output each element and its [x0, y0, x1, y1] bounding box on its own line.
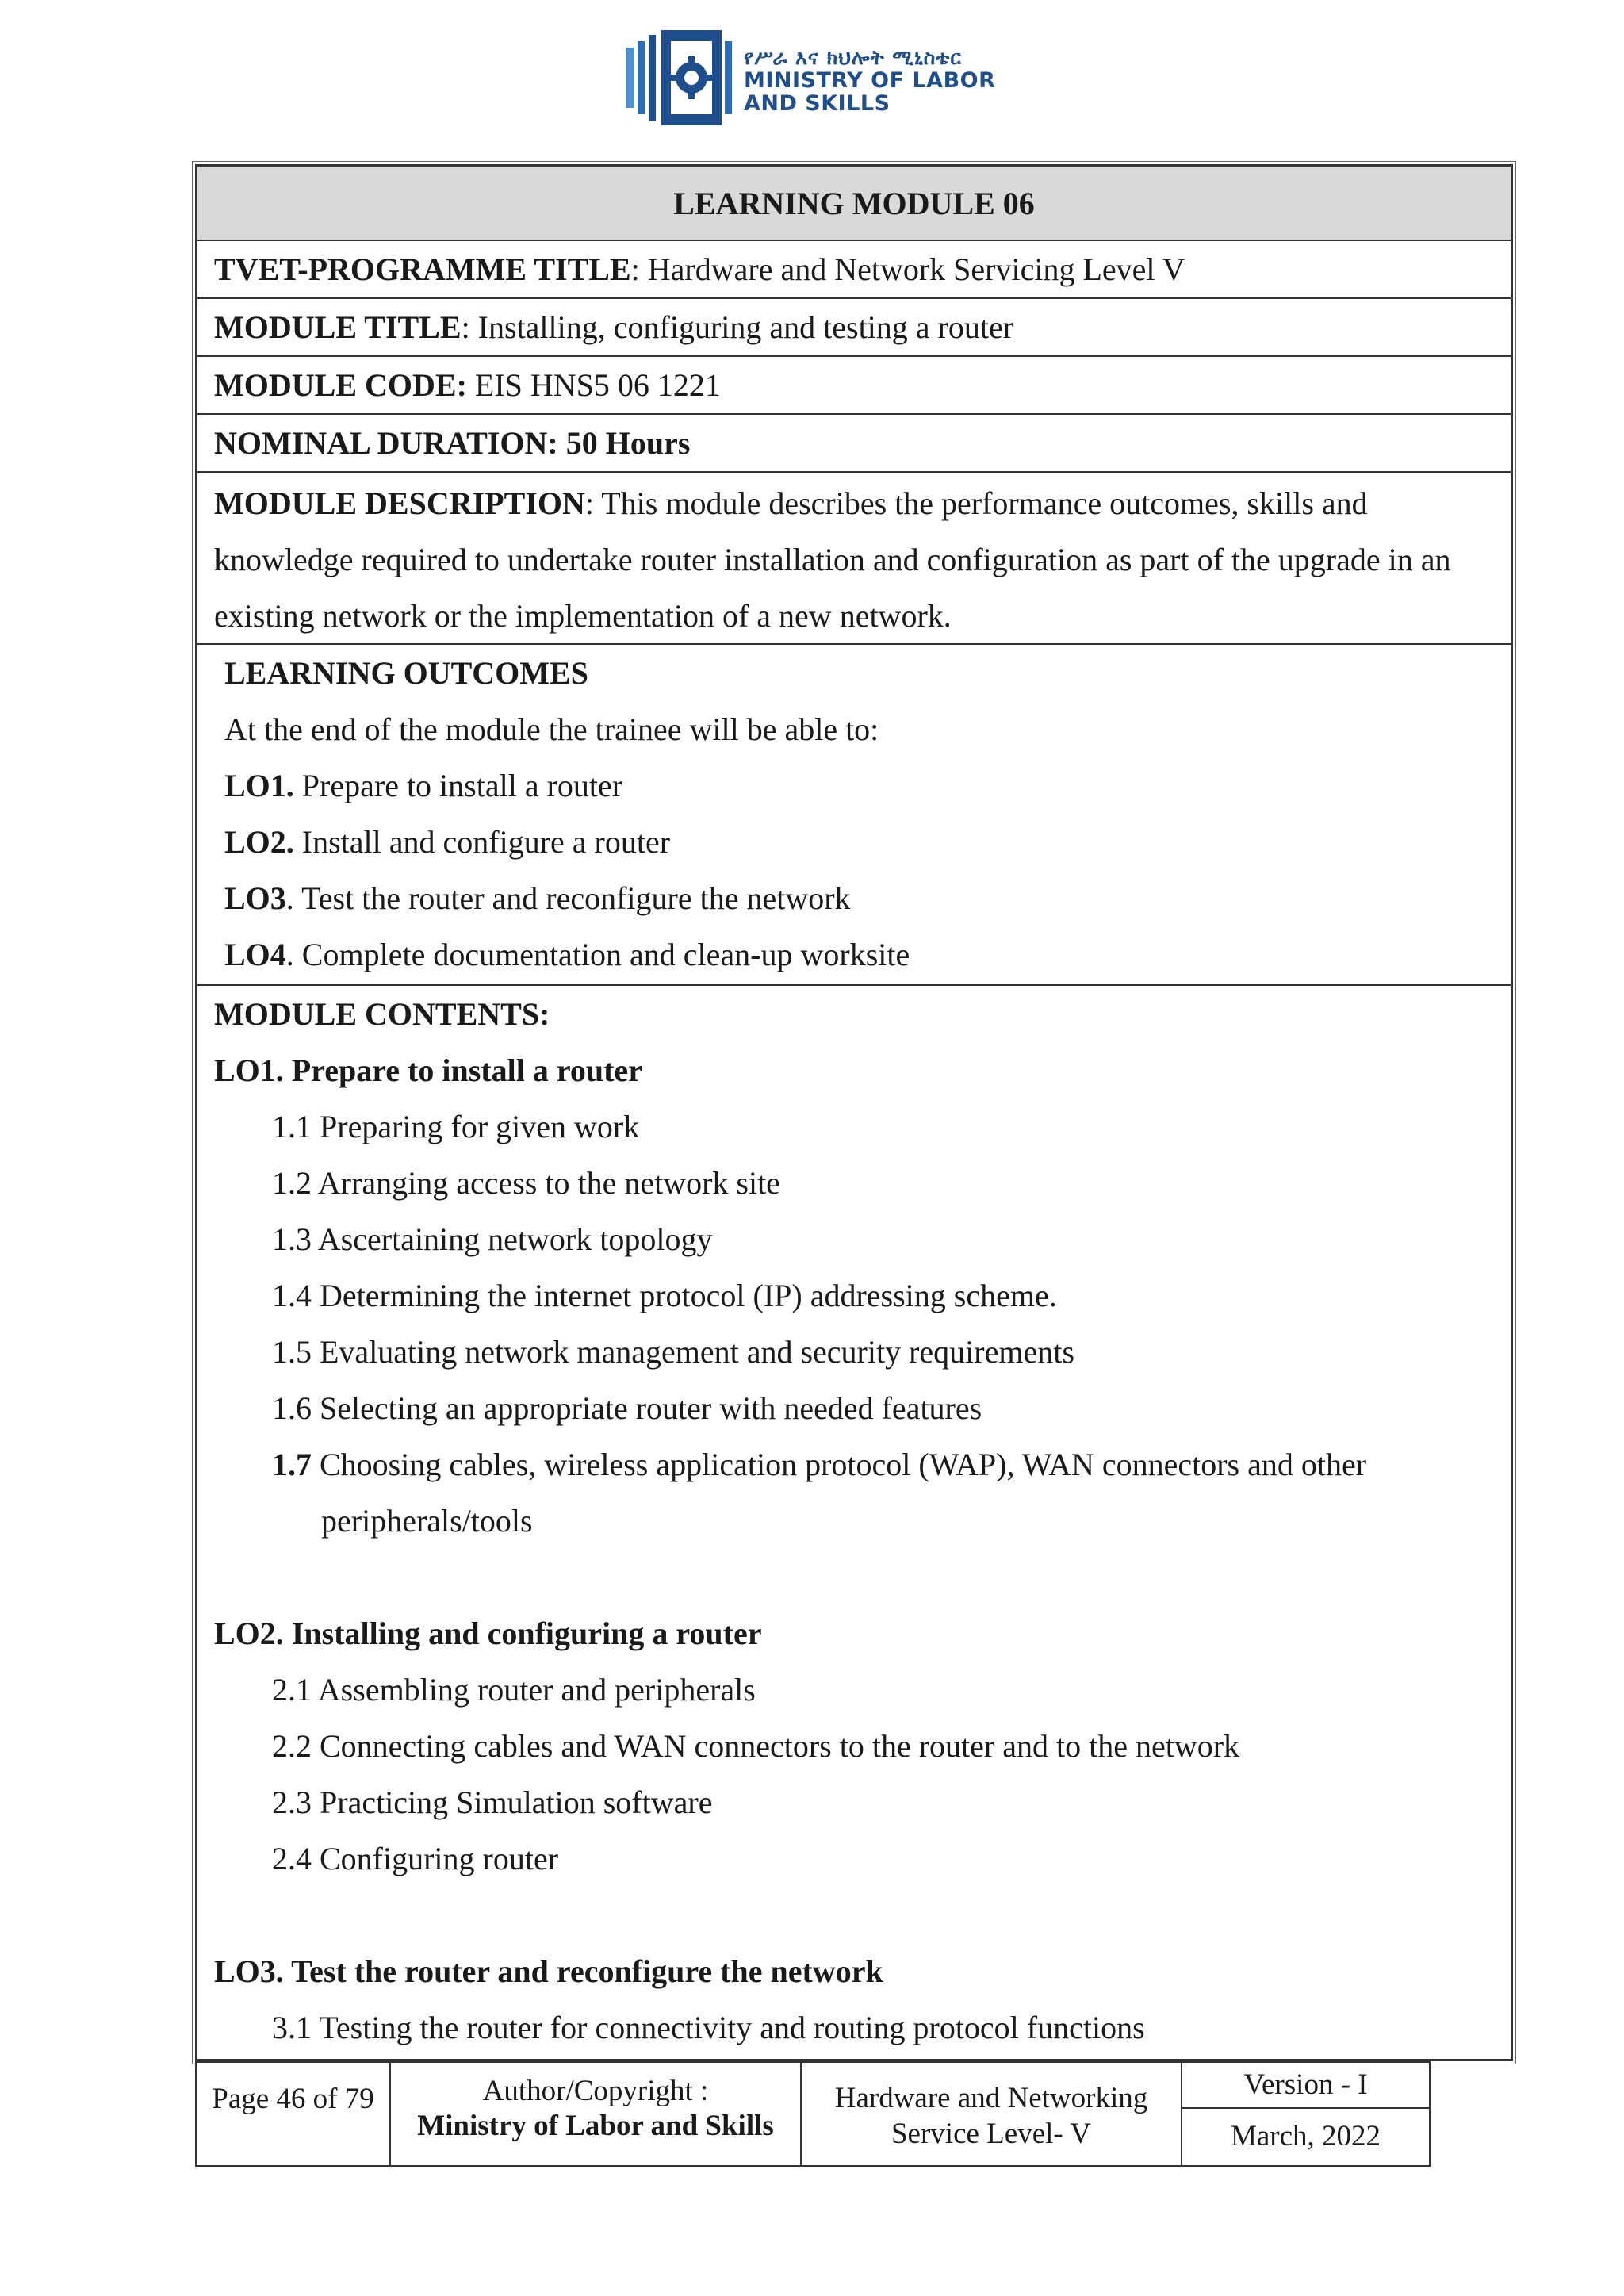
- nominal-duration-row: [197, 415, 1511, 473]
- outcome-text: Install and configure a router: [293, 824, 671, 860]
- content-item: 1.3 Ascertaining network topology: [272, 1221, 713, 1257]
- footer-author-cell: [391, 2063, 802, 2165]
- module-description: [214, 475, 1499, 644]
- logo-line-2: AND SKILLS: [744, 91, 891, 116]
- outcome-item: [224, 870, 1511, 926]
- content-item: 2.4 Configuring router: [272, 1841, 559, 1876]
- spacer: [214, 1887, 1511, 1943]
- outcome-text: . Complete documentation and clean-up worksite: [285, 937, 910, 972]
- logo-line-1: MINISTRY OF LABOR: [744, 68, 996, 93]
- content-item: 2.2 Connecting cables and WAN connectors to the router and to the network: [272, 1728, 1240, 1764]
- outcome-code: LO2.: [224, 824, 294, 860]
- nominal-duration-label: NOMINAL DURATION: 50 Hours: [214, 425, 691, 461]
- content-item: 3.1 Testing the router for connectivity and routing protocol functions: [272, 2010, 1145, 2045]
- page-footer: [195, 2061, 1431, 2167]
- program-line-2: Service Level- V: [891, 2118, 1092, 2150]
- footer-program-cell: [802, 2063, 1182, 2165]
- learning-outcomes-label: LEARNING OUTCOMES: [224, 655, 588, 691]
- content-item-code: 1.7: [272, 1447, 312, 1482]
- module-title-row: [197, 299, 1511, 357]
- lo3-code: LO3: [214, 1953, 276, 1989]
- outcome-code: LO3: [224, 880, 286, 916]
- lo2-title: LO2. Installing and configuring a router: [214, 1616, 762, 1651]
- module-title-value: : Installing, configuring and testing a router: [461, 309, 1014, 345]
- outcome-item: [224, 814, 1511, 870]
- content-item: 1.2 Arranging access to the network site: [272, 1165, 780, 1201]
- outcome-item: [224, 926, 1511, 983]
- page-number: Page 46 of 79: [212, 2083, 374, 2115]
- content-item: 2.3 Practicing Simulation software: [272, 1784, 713, 1820]
- module-contents-row: [197, 986, 1511, 2061]
- author-name: Ministry of Labor and Skills: [417, 2110, 774, 2142]
- ministry-emblem-icon: [626, 30, 745, 125]
- version-date: March, 2022: [1230, 2120, 1381, 2152]
- module-contents-label: MODULE CONTENTS:: [214, 996, 550, 1032]
- content-item: 1.5 Evaluating network management and security requirements: [272, 1334, 1074, 1370]
- module-table: [195, 164, 1513, 2061]
- learning-outcomes-row: [197, 645, 1511, 986]
- ministry-logo: [626, 30, 999, 125]
- learning-outcomes-intro: At the end of the module the trainee will be able to:: [224, 711, 879, 747]
- module-description-row: [197, 473, 1511, 645]
- content-item-text: Choosing cables, wireless application protocol (WAP), WAN connectors and other: [312, 1447, 1367, 1482]
- content-item: 2.1 Assembling router and peripherals: [272, 1672, 756, 1708]
- module-description-label: MODULE DESCRIPTION: [214, 485, 585, 521]
- module-title-label: MODULE TITLE: [214, 309, 462, 345]
- module-code-label: MODULE CODE:: [214, 367, 467, 403]
- module-header: LEARNING MODULE 06: [197, 167, 1511, 241]
- programme-title-row: [197, 241, 1511, 299]
- programme-title-value: : Hardware and Network Servicing Level V: [630, 251, 1185, 287]
- program-line-1: Hardware and Networking: [834, 2082, 1148, 2114]
- outcome-text: . Test the router and reconfigure the network: [285, 880, 851, 916]
- module-description-text: : This module describes the performance outcomes, skills and knowledge required to undertake router installation and configuration as part of the upgrade in an existing network or the implementation of a new network.: [214, 485, 1451, 634]
- spacer: [214, 1549, 1511, 1605]
- logo-wordmark: [744, 46, 995, 115]
- version-label: Version - I: [1182, 2063, 1429, 2109]
- module-code-row: [197, 357, 1511, 415]
- content-item-continuation: peripherals/tools: [321, 1503, 533, 1539]
- module-code-value: EIS HNS5 06 1221: [466, 367, 721, 403]
- lo3-title: [214, 1943, 1511, 1999]
- footer-version-cell: [1182, 2063, 1429, 2165]
- logo-amharic-text: የሥራ እና ክህሎት ሚኒስቴር: [744, 46, 963, 69]
- outcome-code: LO1.: [224, 768, 294, 803]
- programme-title-label: TVET-PROGRAMME TITLE: [214, 251, 631, 287]
- outcome-text: Prepare to install a router: [293, 768, 623, 803]
- outcome-code: LO4: [224, 937, 286, 972]
- outcome-item: [224, 757, 1511, 814]
- content-item: 1.1 Preparing for given work: [272, 1109, 640, 1144]
- content-item: [214, 1436, 1511, 1493]
- footer-page-cell: [197, 2063, 391, 2165]
- author-label: Author/Copyright :: [482, 2075, 709, 2107]
- lo1-title: LO1. Prepare to install a router: [214, 1052, 642, 1088]
- content-item: 1.4 Determining the internet protocol (IP) addressing scheme.: [272, 1278, 1057, 1313]
- content-item: 1.6 Selecting an appropriate router with needed features: [272, 1390, 982, 1426]
- lo3-title-text: . Test the router and reconfigure the network: [275, 1953, 883, 1989]
